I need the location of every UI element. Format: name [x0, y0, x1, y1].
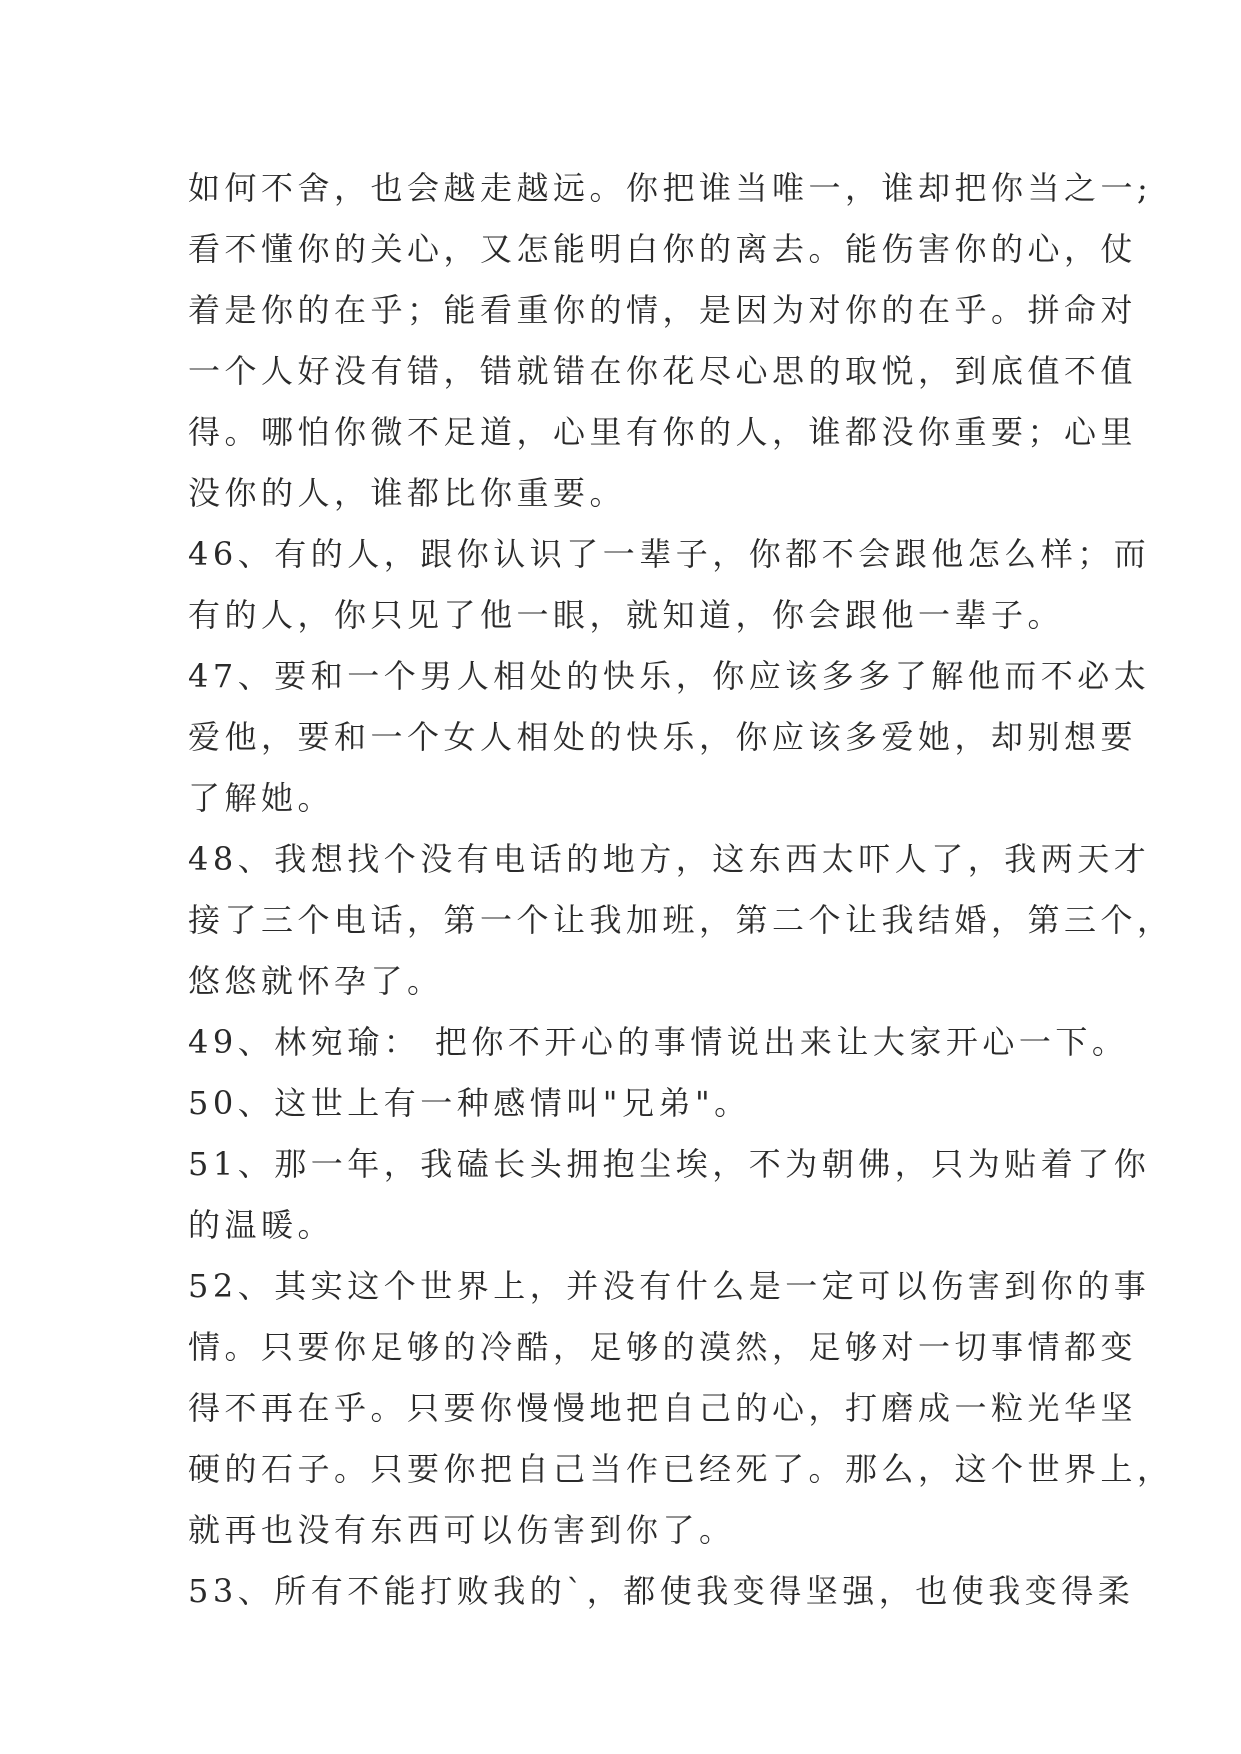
text-line: 有的人，你只见了他一眼，就知道，你会跟他一辈子。 — [188, 596, 1065, 634]
text-line: 一个人好没有错，错就错在你花尽心思的取悦，到底值不值 — [188, 352, 1138, 390]
text-line: 46、有的人，跟你认识了一辈子，你都不会跟他怎么样；而 — [188, 535, 1151, 573]
text-line: 49、林宛瑜： 把你不开心的事情说出来让大家开心一下。 — [188, 1023, 1129, 1061]
text-line: 53、所有不能打败我的`，都使我变得坚强，也使我变得柔 — [188, 1572, 1135, 1610]
text-line: 50、这世上有一种感情叫"兄弟"。 — [188, 1084, 751, 1122]
text-line: 着是你的在乎；能看重你的情，是因为对你的在乎。拼命对 — [188, 291, 1138, 329]
text-line: 如何不舍，也会越走越远。你把谁当唯一，谁却把你当之一; — [188, 169, 1153, 207]
text-line: 48、我想找个没有电话的地方，这东西太吓人了，我两天才 — [188, 840, 1151, 878]
text-line: 看不懂你的关心，又怎能明白你的离去。能伤害你的心，仗 — [188, 230, 1138, 268]
text-line: 硬的石子。只要你把自己当作已经死了。那么，这个世界上， — [188, 1450, 1174, 1488]
document-body — [188, 158, 1174, 1622]
text-line: 爱他，要和一个女人相处的快乐，你应该多爱她，却别想要 — [188, 718, 1138, 756]
text-line: 了解她。 — [188, 779, 335, 817]
text-line: 情。只要你足够的冷酷，足够的漠然，足够对一切事情都变 — [188, 1328, 1138, 1366]
text-line: 就再也没有东西可以伤害到你了。 — [188, 1511, 736, 1549]
text-line: 47、要和一个男人相处的快乐，你应该多多了解他而不必太 — [188, 657, 1151, 695]
text-line: 得。哪怕你微不足道，心里有你的人，谁都没你重要；心里 — [188, 413, 1138, 451]
text-line: 的温暖。 — [188, 1206, 335, 1244]
text-line: 得不再在乎。只要你慢慢地把自己的心，打磨成一粒光华坚 — [188, 1389, 1138, 1427]
text-line: 52、其实这个世界上，并没有什么是一定可以伤害到你的事 — [188, 1267, 1151, 1305]
text-line: 没你的人，谁都比你重要。 — [188, 474, 627, 512]
text-line: 悠悠就怀孕了。 — [188, 962, 444, 1000]
text-line: 接了三个电话，第一个让我加班，第二个让我结婚，第三个， — [188, 901, 1174, 939]
text-line: 51、那一年，我磕长头拥抱尘埃，不为朝佛，只为贴着了你 — [188, 1145, 1151, 1183]
